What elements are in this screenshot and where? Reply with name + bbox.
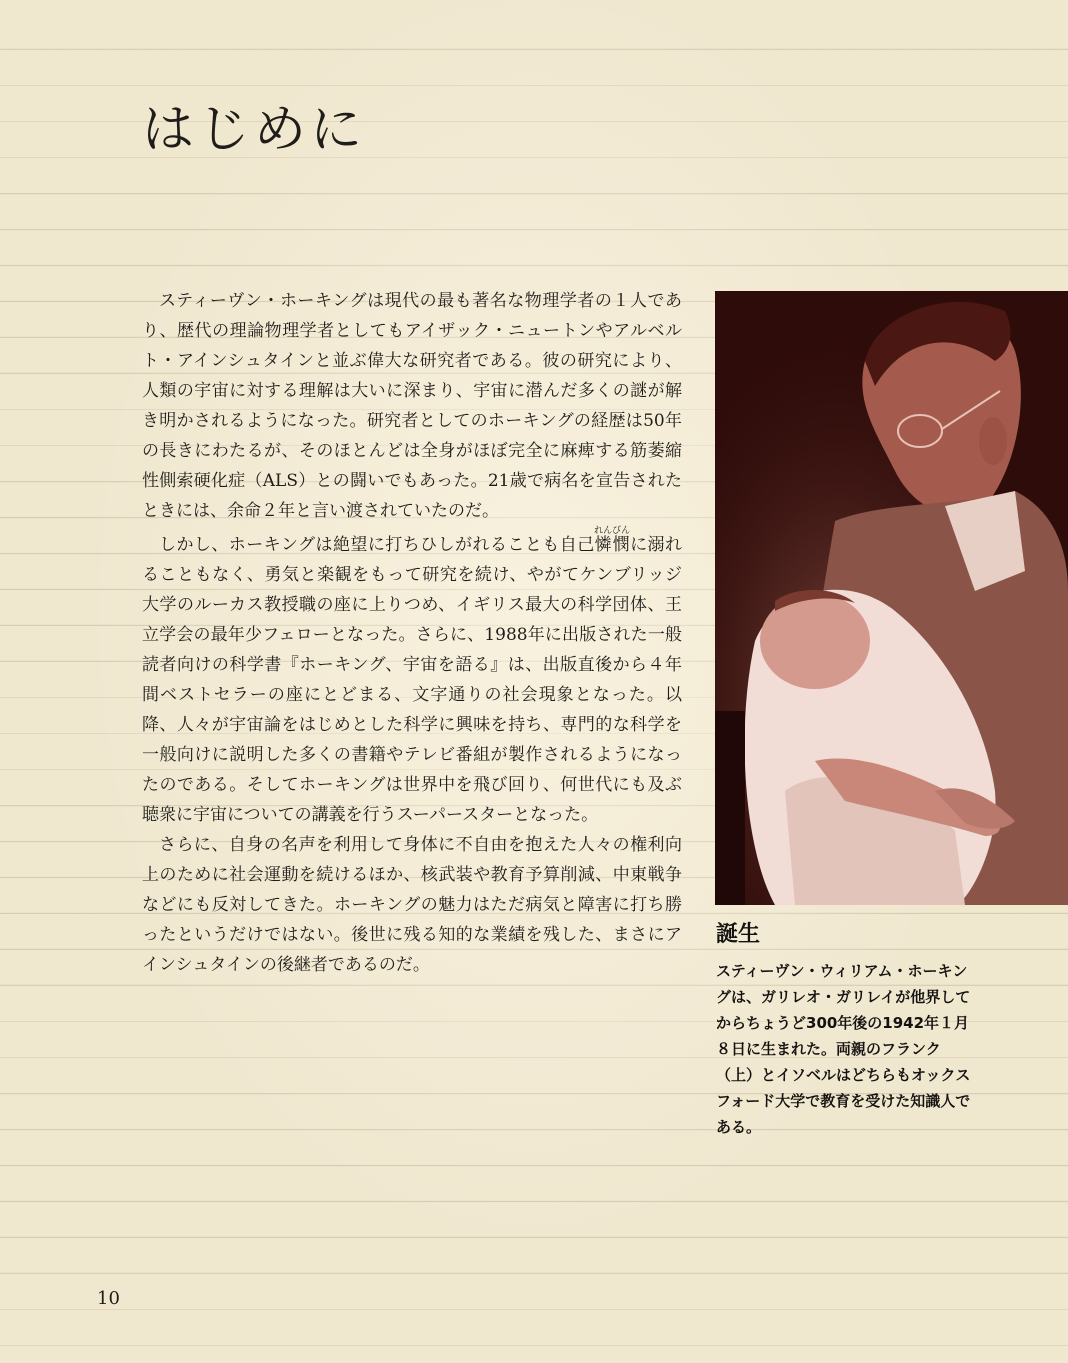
father-and-baby-photo bbox=[715, 291, 1068, 905]
ruby-reading: れんびん bbox=[594, 526, 631, 536]
body-paragraph-3: さらに、自身の名声を利用して身体に不自由を抱えた人々の権利向上のために社会運動を続けるほか、核武装や教育予算削減、中東戦争などにも反対してきた。ホーキングの魅力はただ病気と障害に打ち勝ったというだけではない。後世に残る知的な業績を残した、まさにアインシュタインの後継者であるのだ。 bbox=[142, 835, 682, 975]
caption-title: 誕生 bbox=[716, 922, 761, 947]
ruby-word: 憐憫れんびん bbox=[594, 526, 631, 555]
page-number: 10 bbox=[97, 1288, 120, 1309]
page-title: はじめに bbox=[142, 100, 367, 160]
caption-text: スティーヴン・ウィリアム・ホーキングは、ガリレオ・ガリレイが他界してからちょうど300年後の1942年１月８日に生まれた。両親のフランク（上）とイソベルはどちらもオックスフォード大学で教育を受けた知識人である。 bbox=[716, 962, 971, 1136]
body-paragraph-2: しかし、ホーキングは絶望に打ちひしがれることも自己憐憫れんびんに溺れることもなく、勇気と楽観をもって研究を続け、やがてケンブリッジ大学のルーカス教授職の座に上りつめ、イギリス最大の科学団体、王立学会の最年少フェローとなった。さらに、1988年に出版された一般読者向けの科学書『ホーキング、宇宙を語る』は、出版直後から４年間ベストセラーの座にとどまる、文字通りの社会現象となった。以降、人々が宇宙論をはじめとした科学に興味を持ち、専門的な科学を一般向けに説明した多くの書籍やテレビ番組が製作されるようになったのである。そしてホーキングは世界中を飛び回り、何世代にも及ぶ聴衆に宇宙についての講義を行うスーパースターとなった。 bbox=[142, 526, 682, 825]
body-paragraph-1: スティーヴン・ホーキングは現代の最も著名な物理学者の１人であり、歴代の理論物理学者としてもアイザック・ニュートンやアルベルト・アインシュタインと並ぶ偉大な研究者である。彼の研究により、人類の宇宙に対する理解は大いに深まり、宇宙に潜んだ多くの謎が解き明かされるようになった。研究者としてのホーキングの経歴は50年の長きにわたるが、そのほとんどは全身がほぼ完全に麻痺する筋萎縮性側索硬化症（ALS）との闘いでもあった。21歳で病名を宣告されたときには、余命２年と言い渡されていたのだ。 bbox=[142, 291, 682, 521]
body-text bbox=[142, 286, 682, 980]
